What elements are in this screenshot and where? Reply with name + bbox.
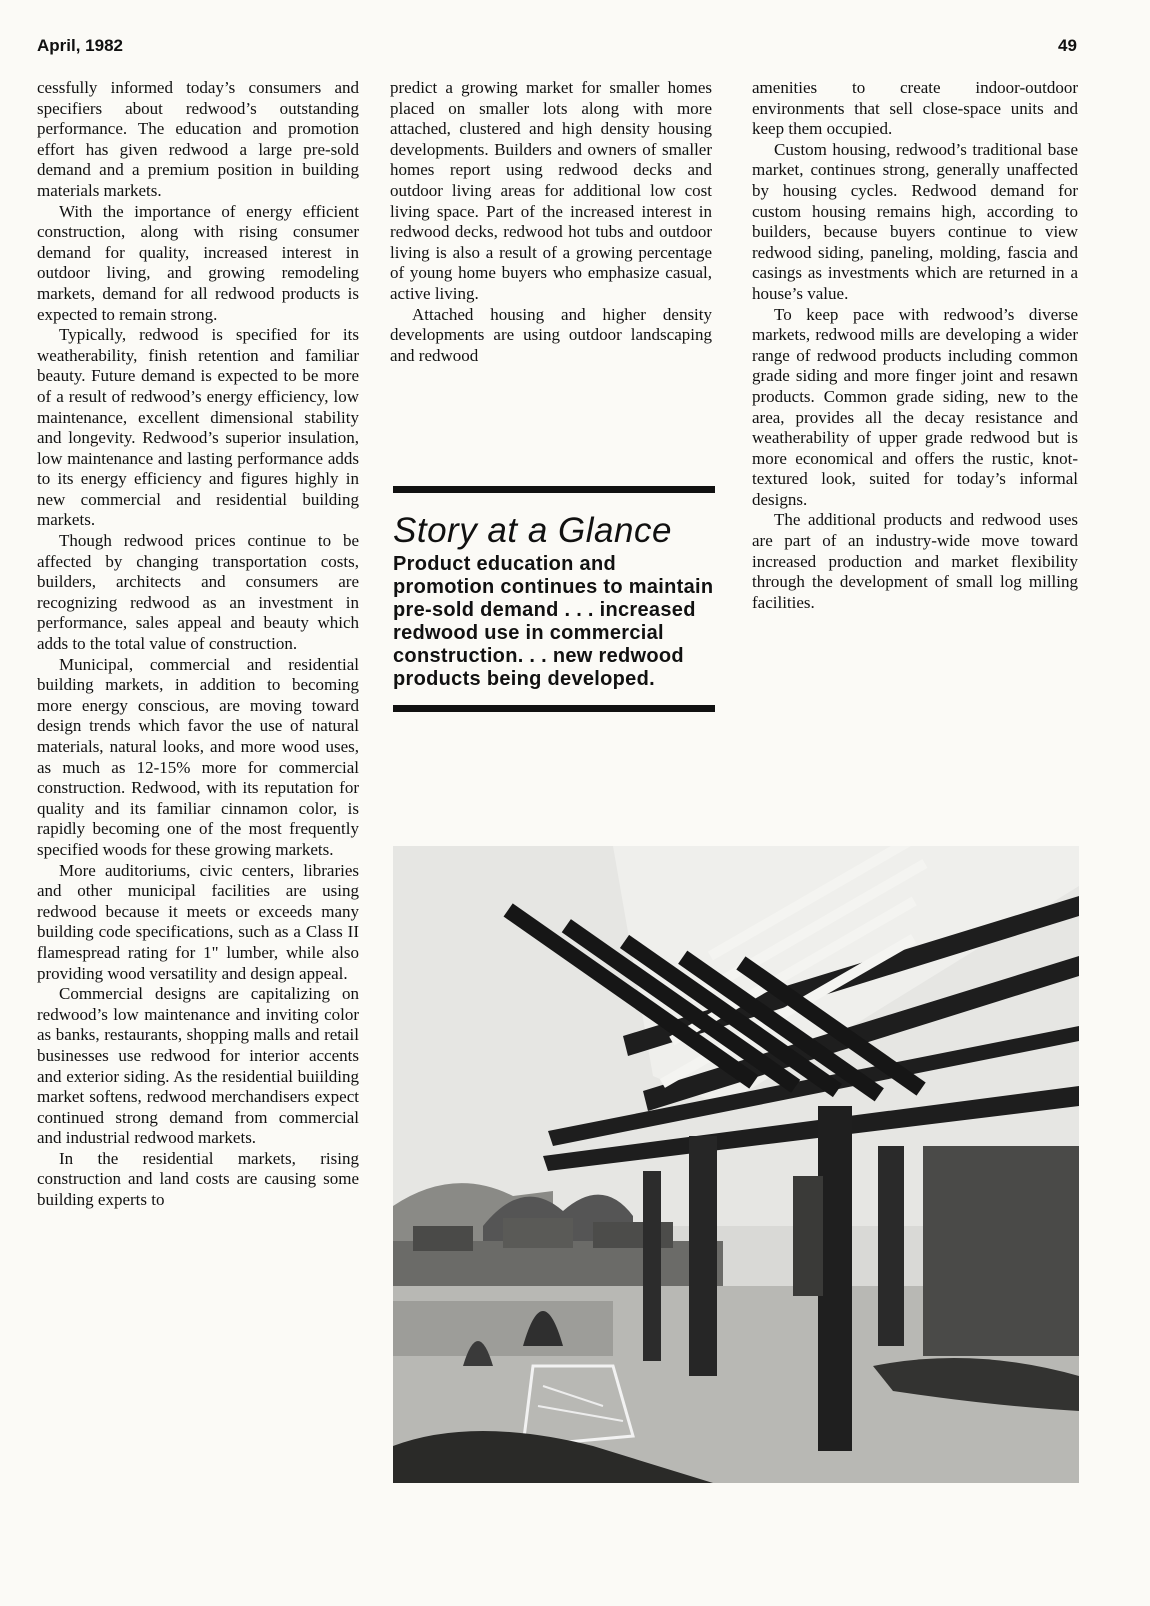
paragraph: Commercial designs are capitalizing on redwood’s low maintenance and inviting color as banks, restaurants, shopping malls and retail businesses use redwood for interior accents and exterior siding. As the residential buiilding market softens, redwood merchandisers expect continued strong demand from commercial and industrial redwood markets.	[37, 984, 359, 1148]
sidebar-title: Story at a Glance	[393, 511, 672, 550]
paragraph: The additional products and redwood uses are part of an industry-wide move toward increased production and market flexibility through the development of small log milling facilities.	[752, 510, 1078, 612]
header-date: April, 1982	[37, 36, 123, 55]
paragraph: Custom housing, redwood’s traditional base market, continues strong, generally unaffected by housing cycles. Redwood demand for custom housing remains high, according to builders, because buyers continue to view redwood siding, paneling, molding, fascia and casings as investments which are returned in a house’s value.	[752, 139, 1078, 303]
paragraph: Attached housing and higher density developments are using outdoor landscaping and redwood	[390, 304, 712, 365]
story-at-a-glance-box	[393, 486, 715, 712]
paragraph: Typically, redwood is specified for its weatherability, finish retention and familiar beauty. Future demand is expected to be more of a result of redwood’s energy efficiency, low maintenance, excellent dimensional stability and longevity. Redwood’s superior insulation, low maintenance and lasting performance adds to its energy efficiency and figures highly in new commercial and residential building markets.	[37, 325, 359, 530]
bottom-rule	[393, 705, 715, 712]
paragraph: Though redwood prices continue to be affected by changing transportation costs, builders, architects and consumers are recognizing redwood as an investment in performance, sales appeal and beauty which adds to the total value of construction.	[37, 531, 359, 654]
article-column-3	[752, 78, 1078, 613]
paragraph: cessfully informed today’s consumers and specifiers about redwood’s outstanding performance. The education and promotion effort has given redwood a large pre-sold demand and a premium position in building materials markets.	[37, 78, 359, 200]
paragraph: Municipal, commercial and residential building markets, in addition to becoming more energy conscious, are moving toward design trends which favor the use of natural materials, natural looks, and more wood uses, as much as 12-15% more for commercial construction. Redwood, with its reputation for quality and its familiar cinnamon color, is rapidly becoming one of the most frequently specified woods for these growing markets.	[37, 654, 359, 859]
top-rule	[393, 486, 715, 493]
paragraph: More auditoriums, civic centers, libraries and other municipal facilities are using redwood because it meets or exceeds many building code specifications, such as a Class II flamespread rating for 1" lumber, while also providing wood versatility and design appeal.	[37, 860, 359, 983]
paragraph: In the residential markets, rising construction and land costs are causing some building experts to	[37, 1148, 359, 1210]
page-number: 49	[1058, 36, 1077, 55]
paragraph: predict a growing market for smaller homes placed on smaller lots along with more attached, clustered and high density housing developments. Builders and owners of smaller homes report using redwood decks and outdoor living areas for additional low cost living space. Part of the increased interest in redwood decks, redwood hot tubs and outdoor living is also a result of a growing percentage of young home buyers who emphasize casual, active living.	[390, 78, 712, 303]
redwood-trellis-patio-photo	[393, 846, 1079, 1483]
sidebar-summary: Product education and promotion continues to maintain pre-sold demand . . . increased redwood use in commercial construction. . . new redwood products being developed.	[393, 553, 714, 690]
article-column-2	[390, 78, 712, 366]
paragraph: amenities to create indoor-outdoor environments that sell close-space units and keep them occupied.	[752, 78, 1078, 139]
article-column-1	[37, 78, 359, 1211]
paragraph: With the importance of energy efficient construction, along with rising consumer demand for quality, increased interest in outdoor living, and growing remodeling markets, demand for all redwood products is expected to remain strong.	[37, 201, 359, 324]
paragraph: To keep pace with redwood’s diverse markets, redwood mills are developing a wider range of redwood products including common grade siding and more finger joint and resawn products. Common grade siding, new to the area, provides all the decay resistance and weatherability of upper grade redwood but is more economical and offers the rustic, knot-textured look, suited for today’s informal designs.	[752, 304, 1078, 509]
